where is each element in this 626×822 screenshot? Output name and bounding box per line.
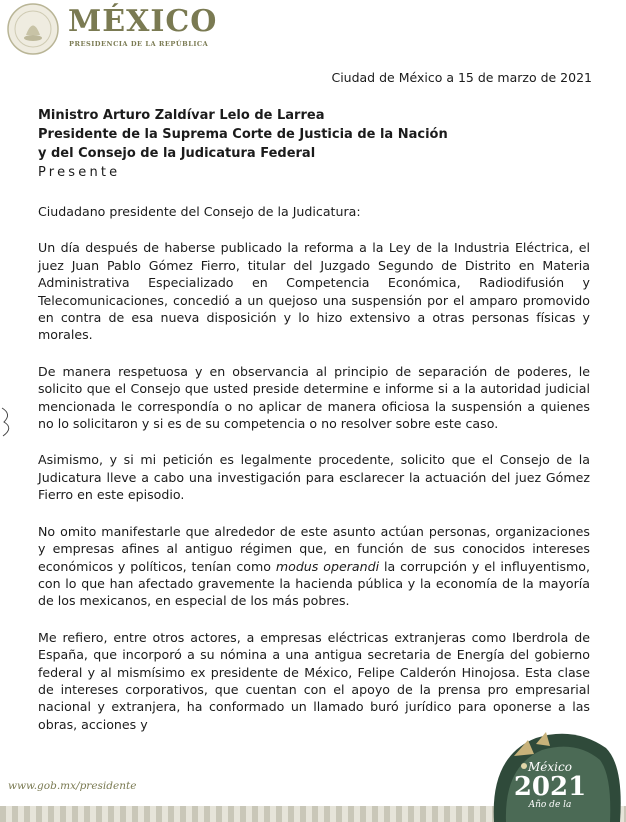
- paragraph-1: Un día después de haberse publicado la reforma a la Ley de la Industria Eléctrica, el juez Juan Pablo Gómez Fierro, titular del Juzgado Segundo de Distrito en Materia Administrativa Especializado en Competencia Económica, Radiodifusión y Telecomunicaciones, concedió a un quejoso una suspensión por el amparo promovido en contra de esa nueva disposición y lo hizo extensivo a otras personas físicas y morales.: [38, 240, 590, 343]
- recipient-presente: Presente: [38, 165, 121, 180]
- paragraph-4-part-2: la corrupción y el influyentismo, con lo que han afectado gravemente la hacienda pública y la economía de la mayoría de los mexicanos, en especial de los más pobres.: [38, 558, 590, 609]
- recipient-name: Ministro Arturo Zaldívar Lelo de Larrea: [38, 108, 325, 123]
- margin-pen-mark-icon: [0, 402, 18, 442]
- salutation: Ciudadano presidente del Consejo de la Judicatura:: [38, 204, 361, 219]
- paragraph-4-italic: modus operandi: [275, 558, 380, 574]
- paragraph-5: Me refiero, entre otros actores, a empresas eléctricas extranjeras como Iberdrola de España, que incorporó a su nómina a una antigua secretaria de Energía del gobierno federal y al mismísimo ex presidente de México, Felipe Calderón Hinojosa. Esta clase de intereses corporativos, que cuentan con el apoyo de la prensa pro empresarial nacional y extranjera, ha conformado un llamado buró jurídico para oponerse a las obras, acciones y: [38, 629, 590, 732]
- year-emblem-text: [504, 760, 596, 810]
- national-seal-icon: [6, 2, 60, 56]
- letterhead-subtitle: PRESIDENCIA DE LA REPÚBLICA: [69, 40, 209, 48]
- letterhead: [0, 0, 626, 70]
- emblem-line-1: México: [528, 760, 572, 774]
- emblem-line-3: Año de la: [528, 800, 572, 810]
- letterhead-title: MÉXICO: [68, 4, 218, 39]
- recipient-title-2: y del Consejo de la Judicatura Federal: [38, 146, 316, 161]
- paragraph-4-part-1: No omito manifestarle que alrededor de este asunto actúan personas, organizaciones y empresas afines al antiguo régimen que, en función de sus conocidos intereses económicos y políticos, tenían como: [38, 523, 590, 574]
- footer-url: www.gob.mx/presidente: [8, 780, 137, 792]
- paragraph-4: [38, 523, 590, 610]
- paragraph-2: De manera respetuosa y en observancia al principio de separación de poderes, le solicito que el Consejo que usted preside determine e informe si a la autoridad judicial mencionada le correspondía o no aplicar de manera oficiosa la suspensión a quienes no lo solicitaron y si es de su competencia o no resolver sobre este caso.: [38, 363, 590, 432]
- date-line: Ciudad de México a 15 de marzo de 2021: [331, 70, 592, 85]
- emblem-line-2: 2021: [513, 772, 587, 802]
- paragraph-3: Asimismo, y si mi petición es legalmente procedente, solicito que el Consejo de la Judicatura lleve a cabo una investigación para esclarecer la actuación del juez Gómez Fierro en este episodio.: [38, 452, 590, 503]
- recipient-block: [38, 106, 448, 182]
- letter-body: [38, 203, 590, 752]
- recipient-title-1: Presidente de la Suprema Corte de Justicia de la Nación: [38, 127, 448, 142]
